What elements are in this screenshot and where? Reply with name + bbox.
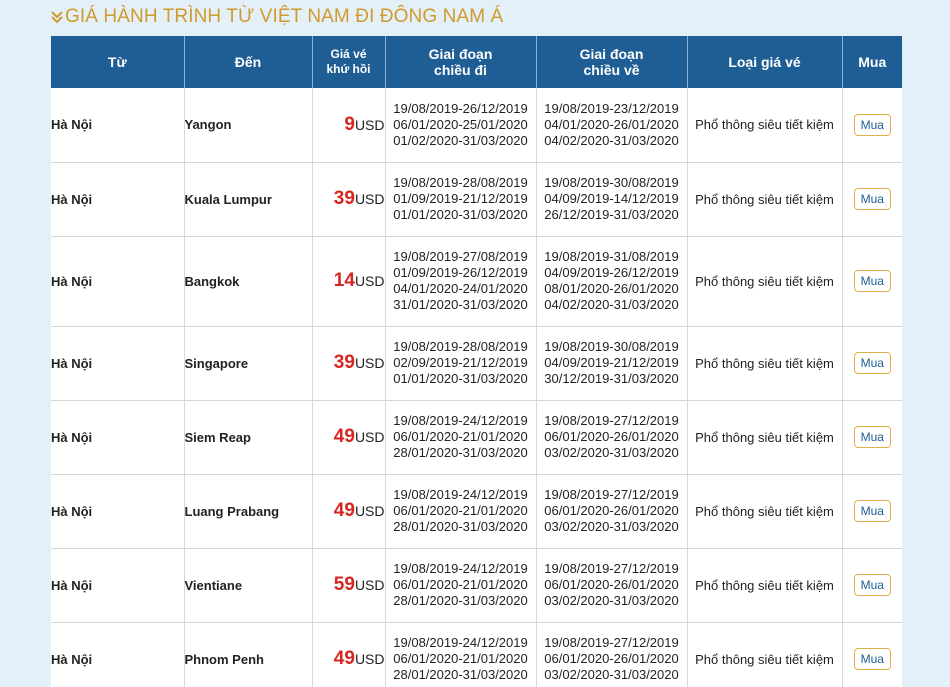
destination-cell xyxy=(184,474,312,548)
outbound-period: 19/08/2019-24/12/2019 xyxy=(393,413,528,428)
origin-city: Hà Nội xyxy=(51,117,93,133)
origin-cell xyxy=(51,326,184,400)
return-period: 04/02/2020-31/03/2020 xyxy=(544,297,679,312)
origin-city: Hà Nội xyxy=(51,191,93,207)
table-row xyxy=(51,474,902,548)
buy-button[interactable]: Mua xyxy=(854,188,891,210)
header-to: Đến xyxy=(184,36,312,88)
origin-city: Hà Nội xyxy=(51,273,93,289)
fare-type-label: Phổ thông siêu tiết kiệm xyxy=(695,577,834,593)
return-period: 26/12/2019-31/03/2020 xyxy=(544,207,679,222)
price-currency: USD xyxy=(354,577,385,593)
price-cell xyxy=(312,236,385,326)
fare-type-cell xyxy=(687,622,842,687)
return-period: 04/02/2020-31/03/2020 xyxy=(544,132,679,148)
return-period: 30/12/2019-31/03/2020 xyxy=(544,371,679,386)
header-return-line2: chiều về xyxy=(583,62,640,78)
return-periods-cell xyxy=(536,88,687,162)
destination-city: Yangon xyxy=(184,117,232,133)
table-row xyxy=(51,162,902,236)
header-from: Từ xyxy=(51,36,184,88)
return-periods-cell xyxy=(536,622,687,687)
origin-city: Hà Nội xyxy=(51,577,93,593)
price-currency: USD xyxy=(354,651,385,667)
buy-button[interactable]: Mua xyxy=(854,574,891,596)
origin-cell xyxy=(51,162,184,236)
destination-city: Singapore xyxy=(184,355,249,371)
return-periods-cell xyxy=(536,474,687,548)
destination-cell xyxy=(184,236,312,326)
return-period: 04/01/2020-26/01/2020 xyxy=(544,116,679,132)
price-currency: USD xyxy=(354,116,385,133)
return-period: 03/02/2020-31/03/2020 xyxy=(544,667,679,682)
destination-city: Bangkok xyxy=(184,273,240,289)
outbound-periods-cell xyxy=(385,326,536,400)
outbound-periods-cell xyxy=(385,622,536,687)
fare-type-cell xyxy=(687,236,842,326)
outbound-period: 02/09/2019-21/12/2019 xyxy=(393,355,528,370)
outbound-period: 28/01/2020-31/03/2020 xyxy=(393,667,528,682)
outbound-period: 04/01/2020-24/01/2020 xyxy=(393,281,528,296)
return-period: 06/01/2020-26/01/2020 xyxy=(544,429,679,444)
table-row xyxy=(51,548,902,622)
outbound-period: 28/01/2020-31/03/2020 xyxy=(393,445,528,460)
origin-cell xyxy=(51,548,184,622)
outbound-period: 19/08/2019-28/08/2019 xyxy=(393,339,528,354)
buy-button[interactable]: Mua xyxy=(854,648,891,670)
outbound-period: 19/08/2019-24/12/2019 xyxy=(393,635,528,650)
buy-button[interactable]: Mua xyxy=(854,270,891,292)
return-periods-cell xyxy=(536,400,687,474)
return-period: 19/08/2019-27/12/2019 xyxy=(544,635,679,650)
outbound-periods-cell xyxy=(385,474,536,548)
destination-cell xyxy=(184,400,312,474)
table-row xyxy=(51,236,902,326)
return-periods-cell xyxy=(536,162,687,236)
destination-city: Siem Reap xyxy=(184,429,251,445)
price-amount: 39 xyxy=(333,188,355,209)
outbound-period: 01/09/2019-21/12/2019 xyxy=(393,191,528,206)
origin-cell xyxy=(51,88,184,162)
table-header-row xyxy=(51,36,902,88)
fare-type-cell xyxy=(687,326,842,400)
buy-cell xyxy=(842,400,902,474)
buy-cell xyxy=(842,236,902,326)
price-amount: 49 xyxy=(333,648,355,669)
header-fare-type: Loại giá vé xyxy=(687,36,842,88)
price-amount: 59 xyxy=(333,574,355,595)
return-periods-cell xyxy=(536,326,687,400)
fare-type-label: Phổ thông siêu tiết kiệm xyxy=(695,117,834,133)
price-amount: 14 xyxy=(333,270,355,291)
fare-type-cell xyxy=(687,400,842,474)
destination-cell xyxy=(184,88,312,162)
price-amount: 49 xyxy=(333,426,355,447)
destination-cell xyxy=(184,548,312,622)
outbound-period: 06/01/2020-21/01/2020 xyxy=(393,503,528,518)
return-period: 03/02/2020-31/03/2020 xyxy=(544,519,679,534)
outbound-period: 19/08/2019-28/08/2019 xyxy=(393,175,528,190)
header-price xyxy=(312,36,385,88)
fare-type-label: Phổ thông siêu tiết kiệm xyxy=(695,503,834,519)
return-period: 03/02/2020-31/03/2020 xyxy=(544,445,679,460)
fare-type-cell xyxy=(687,162,842,236)
fare-type-label: Phổ thông siêu tiết kiệm xyxy=(695,191,834,207)
price-amount: 9 xyxy=(344,113,355,135)
buy-button[interactable]: Mua xyxy=(854,352,891,374)
return-period: 19/08/2019-30/08/2019 xyxy=(544,175,679,190)
return-period: 04/09/2019-14/12/2019 xyxy=(544,191,679,206)
outbound-periods-cell xyxy=(385,88,536,162)
destination-cell xyxy=(184,162,312,236)
return-period: 06/01/2020-26/01/2020 xyxy=(544,651,679,666)
destination-cell xyxy=(184,326,312,400)
price-amount: 49 xyxy=(333,500,355,521)
return-period: 03/02/2020-31/03/2020 xyxy=(544,593,679,608)
outbound-period: 19/08/2019-24/12/2019 xyxy=(393,487,528,502)
buy-cell xyxy=(842,622,902,687)
header-return xyxy=(536,36,687,88)
price-currency: USD xyxy=(354,503,385,519)
return-period: 08/01/2020-26/01/2020 xyxy=(544,281,679,296)
fare-type-label: Phổ thông siêu tiết kiệm xyxy=(695,429,834,445)
price-cell xyxy=(312,548,385,622)
page-right-margin xyxy=(902,0,950,687)
header-buy: Mua xyxy=(842,36,902,88)
outbound-period: 19/08/2019-26/12/2019 xyxy=(393,100,528,116)
price-cell xyxy=(312,88,385,162)
return-period: 19/08/2019-30/08/2019 xyxy=(544,339,679,354)
outbound-period: 19/08/2019-24/12/2019 xyxy=(393,561,528,576)
table-row xyxy=(51,400,902,474)
price-cell xyxy=(312,326,385,400)
price-currency: USD xyxy=(354,355,385,371)
outbound-period: 01/09/2019-26/12/2019 xyxy=(393,265,528,280)
destination-city: Phnom Penh xyxy=(184,651,264,667)
buy-cell xyxy=(842,88,902,162)
origin-cell xyxy=(51,400,184,474)
double-chevron-down-icon xyxy=(50,9,64,25)
header-return-line1: Giai đoạn xyxy=(579,46,644,62)
origin-city: Hà Nội xyxy=(51,429,93,445)
return-period: 19/08/2019-27/12/2019 xyxy=(544,413,679,428)
return-period: 04/09/2019-26/12/2019 xyxy=(544,265,679,280)
price-cell xyxy=(312,162,385,236)
outbound-period: 06/01/2020-21/01/2020 xyxy=(393,429,528,444)
return-period: 06/01/2020-26/01/2020 xyxy=(544,503,679,518)
return-periods-cell xyxy=(536,236,687,326)
origin-cell xyxy=(51,474,184,548)
destination-city: Luang Prabang xyxy=(184,503,280,519)
price-currency: USD xyxy=(354,273,385,289)
outbound-period: 01/02/2020-31/03/2020 xyxy=(393,132,528,148)
price-cell xyxy=(312,400,385,474)
outbound-period: 31/01/2020-31/03/2020 xyxy=(393,297,528,312)
buy-cell xyxy=(842,548,902,622)
buy-cell xyxy=(842,162,902,236)
header-price-line1: Giá vé xyxy=(330,47,367,61)
fare-table xyxy=(51,36,902,687)
table-row xyxy=(51,622,902,687)
origin-city: Hà Nội xyxy=(51,355,93,371)
outbound-period: 28/01/2020-31/03/2020 xyxy=(393,593,528,608)
destination-city: Vientiane xyxy=(184,577,243,593)
price-cell xyxy=(312,622,385,687)
fare-type-label: Phổ thông siêu tiết kiệm xyxy=(695,651,834,667)
outbound-period: 28/01/2020-31/03/2020 xyxy=(393,519,528,534)
destination-cell xyxy=(184,622,312,687)
outbound-period: 06/01/2020-21/01/2020 xyxy=(393,577,528,592)
fare-type-cell xyxy=(687,548,842,622)
return-period: 19/08/2019-27/12/2019 xyxy=(544,561,679,576)
return-period: 19/08/2019-31/08/2019 xyxy=(544,249,679,264)
price-currency: USD xyxy=(354,429,385,445)
fare-type-cell xyxy=(687,88,842,162)
outbound-period: 01/01/2020-31/03/2020 xyxy=(393,371,528,386)
page-heading xyxy=(50,6,503,28)
price-cell xyxy=(312,474,385,548)
outbound-periods-cell xyxy=(385,162,536,236)
return-period: 19/08/2019-23/12/2019 xyxy=(544,100,679,116)
origin-cell xyxy=(51,236,184,326)
price-currency: USD xyxy=(354,191,385,207)
return-period: 19/08/2019-27/12/2019 xyxy=(544,487,679,502)
return-period: 04/09/2019-21/12/2019 xyxy=(544,355,679,370)
return-periods-cell xyxy=(536,548,687,622)
origin-cell xyxy=(51,622,184,687)
outbound-periods-cell xyxy=(385,400,536,474)
outbound-period: 19/08/2019-27/08/2019 xyxy=(393,249,528,264)
table-row xyxy=(51,326,902,400)
buy-button[interactable]: Mua xyxy=(854,500,891,522)
buy-button[interactable]: Mua xyxy=(854,114,891,136)
origin-city: Hà Nội xyxy=(51,651,93,667)
page-title: GIÁ HÀNH TRÌNH TỪ VIỆT NAM ĐI ĐÔNG NAM Á xyxy=(65,6,504,27)
fare-table-body xyxy=(51,88,902,687)
header-outbound-line1: Giai đoạn xyxy=(428,46,493,62)
destination-city: Kuala Lumpur xyxy=(184,191,272,207)
origin-city: Hà Nội xyxy=(51,503,93,519)
buy-cell xyxy=(842,326,902,400)
header-outbound xyxy=(385,36,536,88)
outbound-period: 06/01/2020-25/01/2020 xyxy=(393,116,528,132)
outbound-periods-cell xyxy=(385,236,536,326)
buy-button[interactable]: Mua xyxy=(854,426,891,448)
fare-type-label: Phổ thông siêu tiết kiệm xyxy=(695,355,834,371)
return-period: 06/01/2020-26/01/2020 xyxy=(544,577,679,592)
header-outbound-line2: chiều đi xyxy=(434,62,487,78)
fare-type-label: Phổ thông siêu tiết kiệm xyxy=(695,273,834,289)
outbound-periods-cell xyxy=(385,548,536,622)
outbound-period: 01/01/2020-31/03/2020 xyxy=(393,207,528,222)
fare-type-cell xyxy=(687,474,842,548)
header-price-line2: khứ hồi xyxy=(326,62,371,76)
outbound-period: 06/01/2020-21/01/2020 xyxy=(393,651,528,666)
price-amount: 39 xyxy=(333,352,355,373)
buy-cell xyxy=(842,474,902,548)
table-row xyxy=(51,88,902,162)
